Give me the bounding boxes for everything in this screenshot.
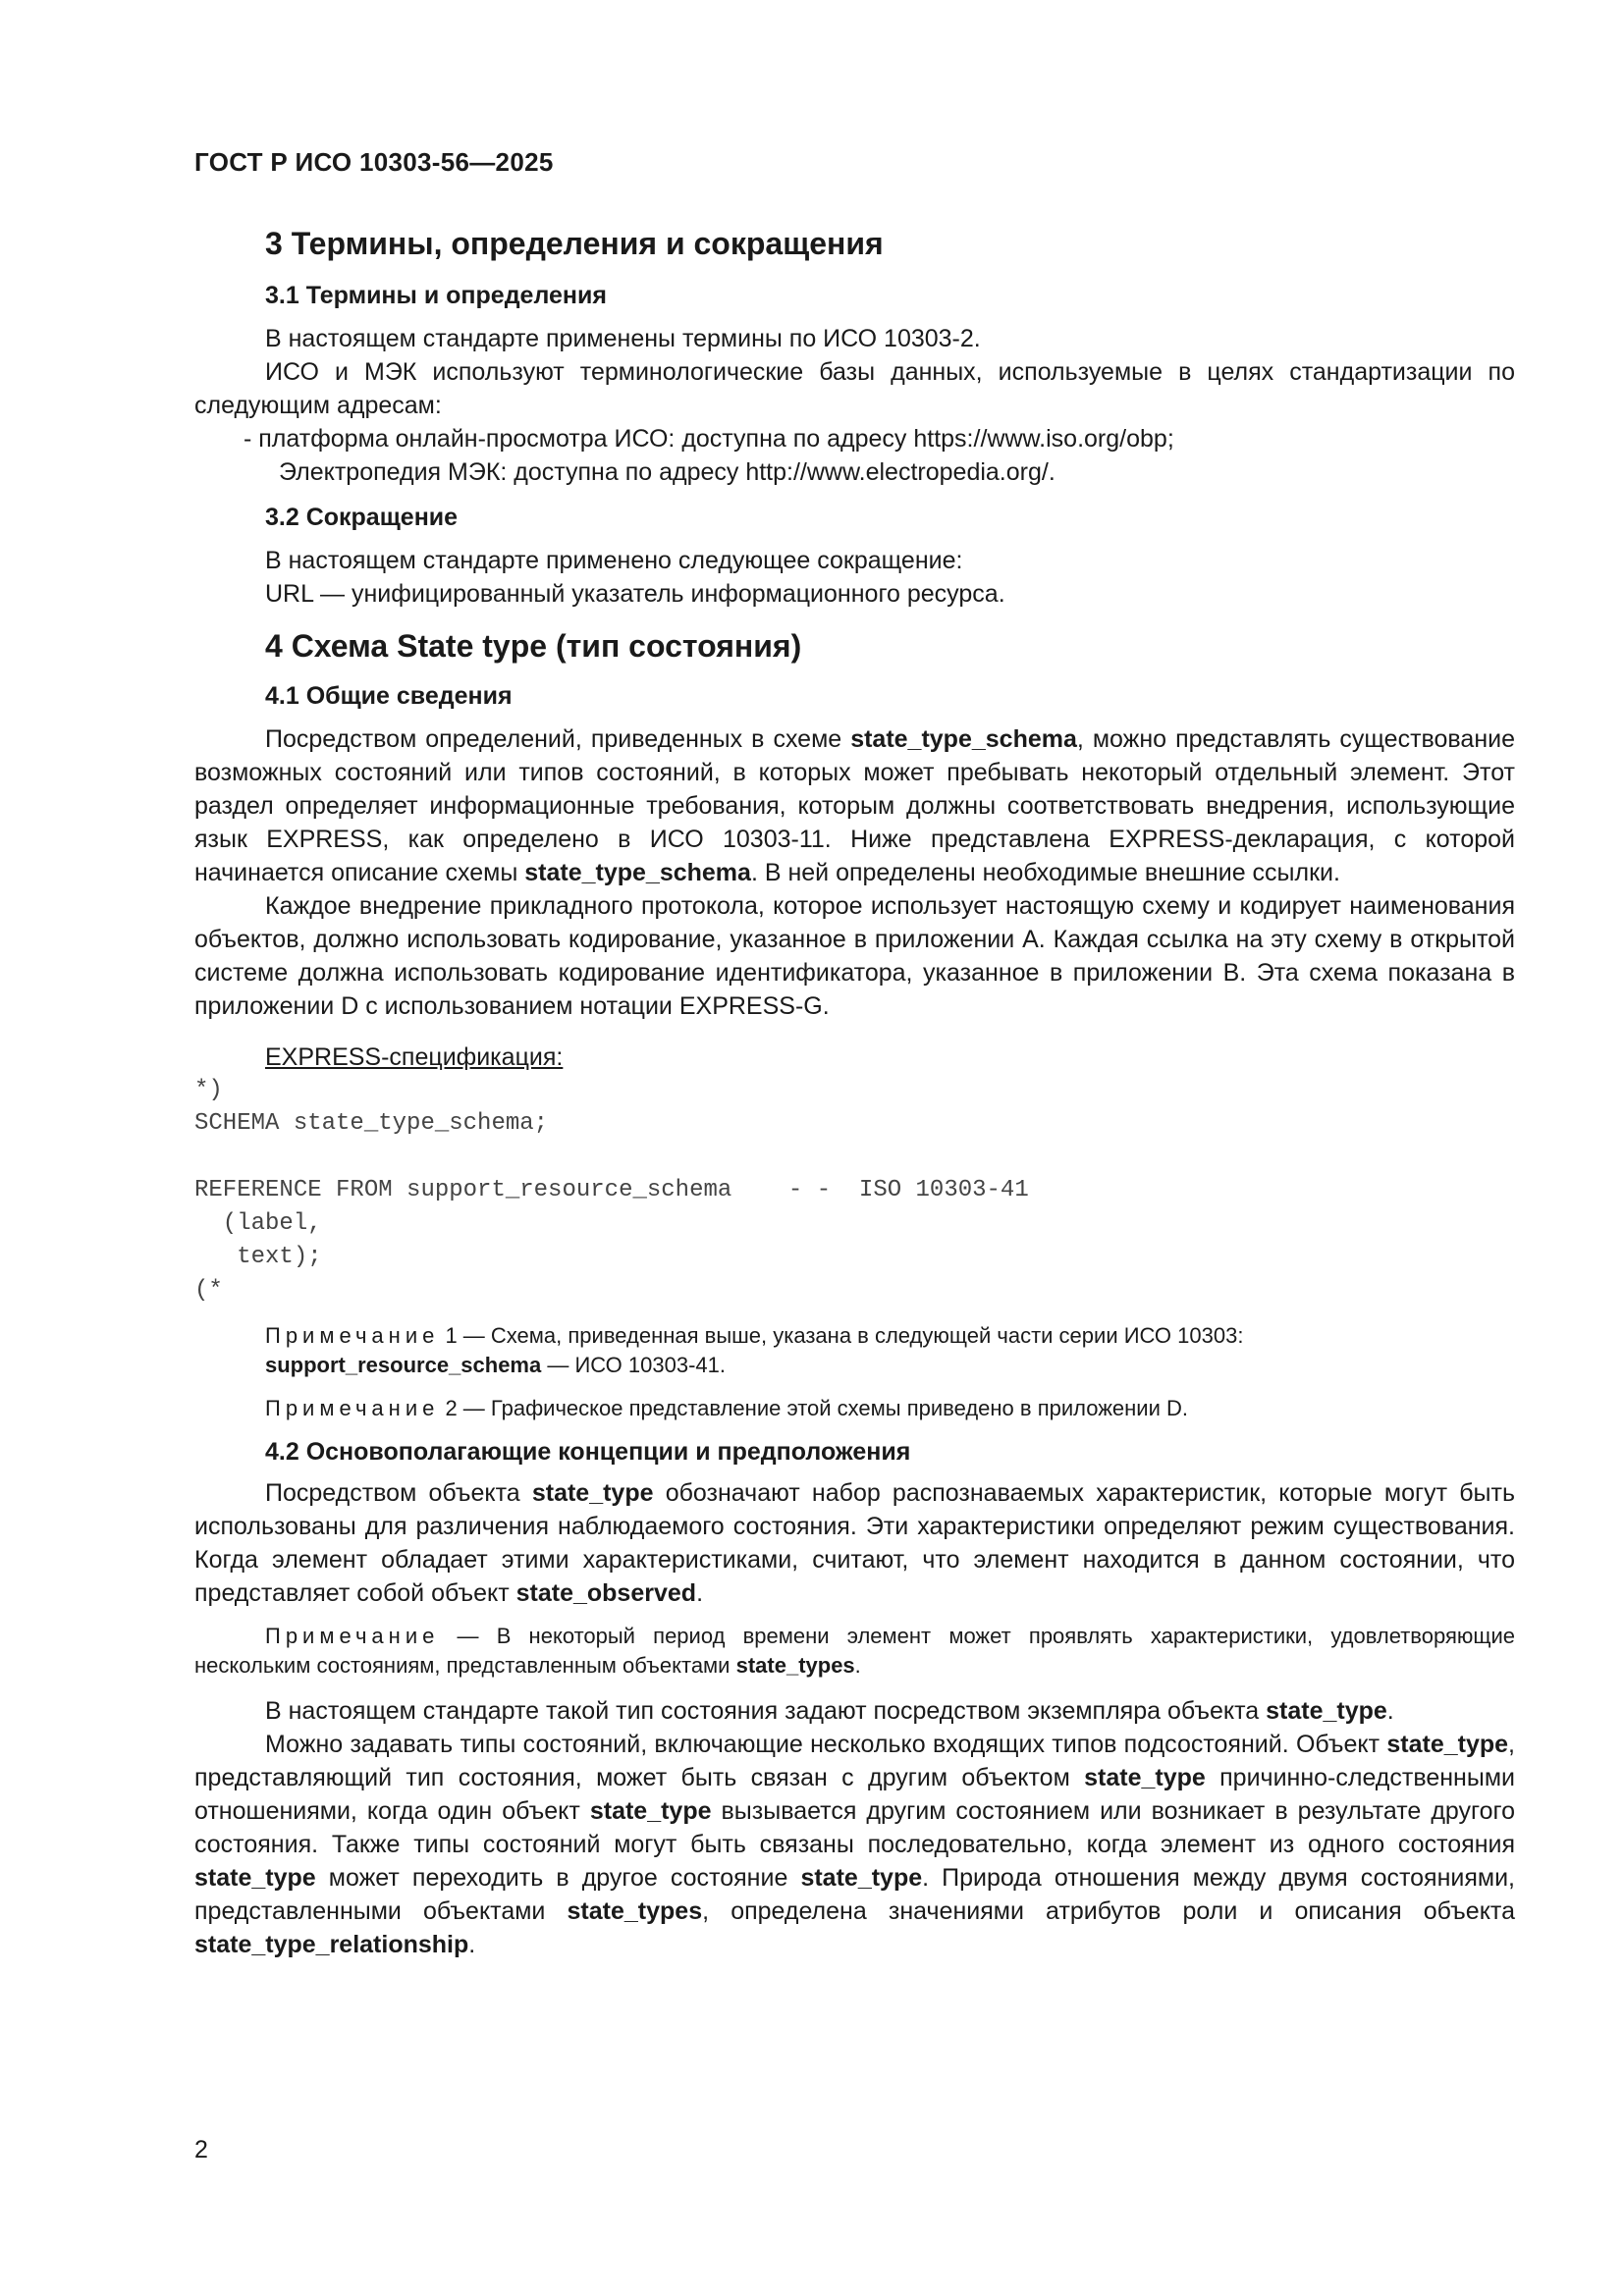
section-3-2-title: 3.2 Сокращение	[265, 504, 459, 531]
section-4-1-title: 4.1 Общие сведения	[265, 682, 513, 710]
note-2: Примечание 2 — Графическое представление этой схемы приведено в приложении D.	[265, 1396, 1188, 1420]
document-header: ГОСТ Р ИСО 10303-56—2025	[194, 147, 554, 177]
s3-para-4: URL — унифицированный указатель информационного ресурса.	[265, 580, 1005, 608]
s4-para-1: Посредством определений, приведенных в схеме state_type_schema, можно представлять существование возможных состояний или типов состояний, в которых может пребывать некоторый отдельный элемент. Этот раздел определяет информационные требования, которым должны соответствовать внедрения, использующие язык EXPRESS, как определено в ИСО 10303-11. Ниже представлена EXPRESS-декларация, с которой начинается описание схемы state_type_schema. В ней определены необходимые внешние ссылки.	[194, 725, 1516, 886]
list-item-iso: - платформа онлайн-просмотра ИСО: доступна по адресу https://www.iso.org/obp;	[244, 425, 1174, 453]
page-content	[194, 222, 1515, 1961]
s4-para-2: Каждое внедрение прикладного протокола, которое использует настоящую схему и кодирует наименования объектов, должно использовать кодирование, указанное в приложении A. Каждая ссылка на эту схему в открытой системе должна использовать кодирование идентификатора, указанное в приложении B. Эта схема показана в приложении D с использованием нотации EXPRESS-G.	[194, 892, 1515, 1020]
list-item-iec: Электропедия МЭК: доступна по адресу http://www.electropedia.org/.	[279, 458, 1056, 486]
section-4-title: 4 Схема State type (тип состояния)	[265, 628, 802, 664]
note-3: Примечание — В некоторый период времени элемент может проявлять характеристики, удовлетворяющие нескольким состояниям, представленным объектами state_types.	[194, 1624, 1515, 1678]
express-code-block: *) SCHEMA state_type_schema; REFERENCE FROM support_resource_schema - - ISO 10303-41 (label, text); (*	[194, 1077, 1029, 1304]
note-1: Примечание 1 — Схема, приведенная выше, указана в следующей части серии ИСО 10303: support_resource_schema — ИСО 10303-41.	[265, 1323, 1244, 1377]
s4-para-3: Посредством объекта state_type обозначают набор распознаваемых характеристик, которые могут быть использованы для различения наблюдаемого состояния. Эти характеристики определяют режим существования. Когда элемент обладает этими характеристиками, считают, что элемент находится в данном состоянии, что представляет собой объект state_observed.	[194, 1479, 1515, 1607]
section-3-1-title: 3.1 Термины и определения	[265, 282, 607, 309]
page-number: 2	[194, 2136, 208, 2163]
express-spec-label: EXPRESS-спецификация:	[265, 1043, 564, 1071]
section-4-2-title: 4.2 Основополагающие концепции и предположения	[265, 1438, 911, 1466]
s3-para-2: ИСО и МЭК используют терминологические базы данных, используемые в целях стандартизации по следующим адресам:	[194, 358, 1515, 419]
s4-para-4: В настоящем стандарте такой тип состояния задают посредством экземпляра объекта state_type.	[265, 1697, 1394, 1725]
section-3-title: 3 Термины, определения и сокращения	[265, 226, 884, 261]
s3-para-1: В настоящем стандарте применены термины по ИСО 10303-2.	[265, 325, 981, 352]
s3-para-3: В настоящем стандарте применено следующее сокращение:	[265, 547, 963, 574]
s4-para-5: Можно задавать типы состояний, включающие несколько входящих типов подсостояний. Объект state_type, представляющий тип состояния, может быть связан с другим объектом state_type причинно-следственными отношениями, когда один объект state_type вызывается другим состоянием или возникает в результате другого состояния. Также типы состояний могут быть связаны последовательно, когда элемент из одного состояния state_type может переходить в другое состояние state_type. Природа отношения между двумя состояниями, представленными объектами state_types, определена значениями атрибутов роли и описания объекта state_type_relationship.	[194, 1731, 1516, 1958]
